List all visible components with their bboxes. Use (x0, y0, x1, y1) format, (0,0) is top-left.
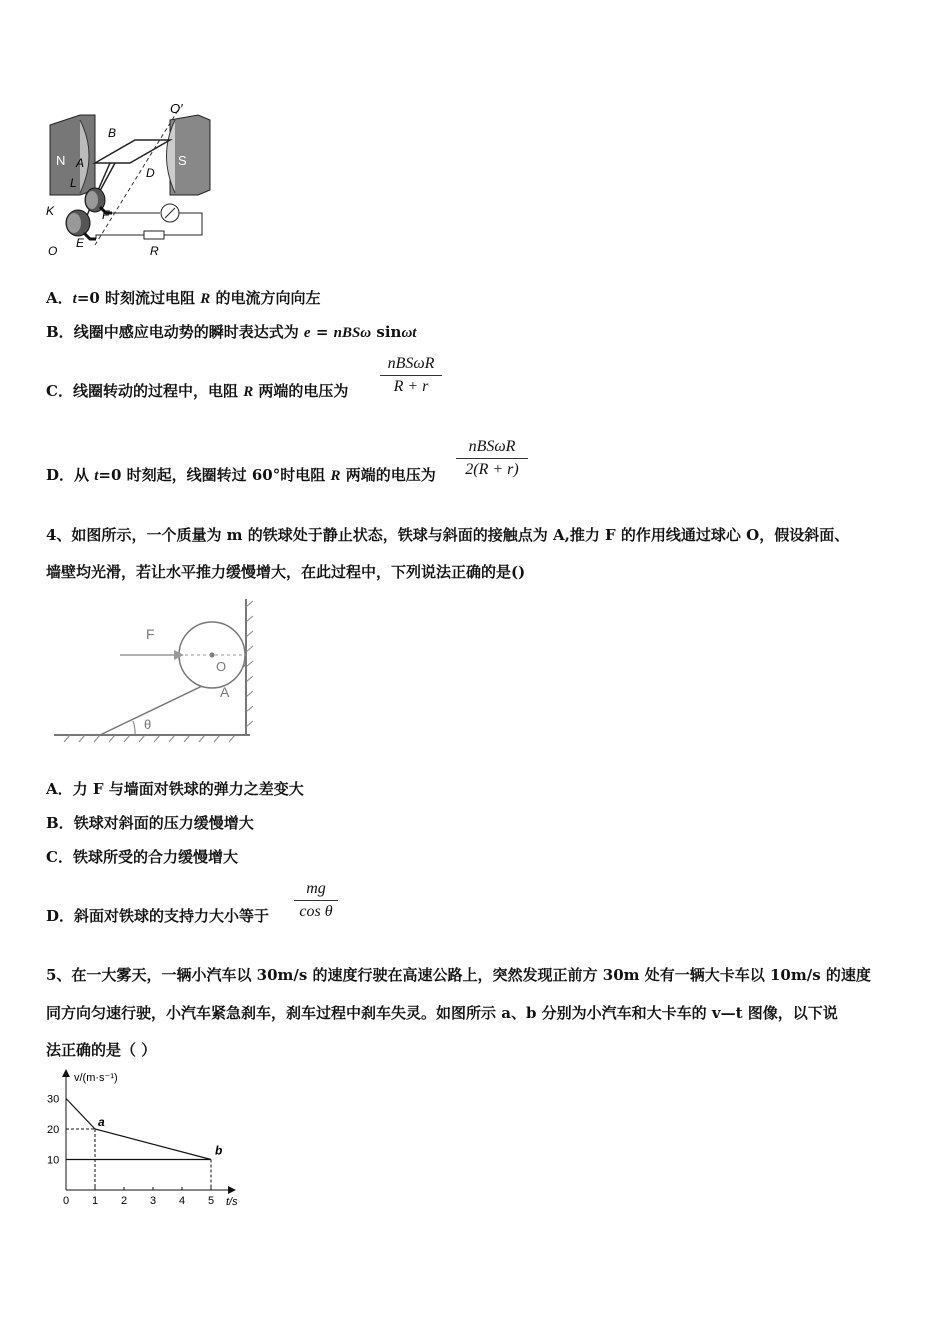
x-axis-arrow (228, 1186, 236, 1194)
vt-chart (40, 1065, 260, 1215)
svg-text:θ: θ (144, 717, 152, 732)
y-axis-label: v/(m·s⁻¹) (74, 1072, 118, 1084)
generator-figure (40, 95, 240, 265)
ball-incline-figure (50, 595, 270, 745)
q4-option-c: C．铁球所受的合力缓慢增大 (46, 848, 238, 866)
label-s: S (178, 153, 187, 168)
svg-text:F: F (102, 208, 110, 222)
svg-text:B: B (108, 126, 117, 140)
x-tick-label: 3 (150, 1195, 157, 1207)
svg-text:A: A (76, 156, 85, 170)
q4-option-a: A．力 F 与墙面对铁球的弹力之差变大 (46, 780, 304, 798)
y-tick-label: 10 (47, 1154, 60, 1167)
svg-text:O: O (48, 244, 58, 258)
svg-text:L: L (70, 176, 77, 190)
svg-text:K: K (46, 204, 55, 218)
svg-text:A: A (220, 684, 230, 700)
q4-d-fraction: mg cos θ (294, 880, 338, 921)
svg-text:D: D (146, 166, 155, 180)
q3-c-fraction: nBSωR R + r (380, 355, 442, 396)
x-tick-label: 2 (121, 1195, 128, 1207)
q5-stem-line3: 法正确的是（ ） (46, 1041, 157, 1059)
q4-stem-line1: 4、如图所示，一个质量为 m 的铁球处于静止状态，铁球与斜面的接触点为 A,推力 F 的作用线通过球心 O，假设斜面、 (46, 526, 850, 544)
q4-option-d: D．斜面对铁球的支持力大小等于 (46, 907, 270, 925)
x-tick-label: 4 (179, 1195, 186, 1207)
x-tick-label: 0 (63, 1195, 70, 1207)
annotation-a: a (98, 1115, 105, 1129)
annotation-b: b (215, 1143, 223, 1158)
x-tick-label: 1 (92, 1195, 99, 1207)
y-tick-label: 30 (47, 1093, 60, 1106)
s-magnet (170, 115, 210, 195)
q5-stem-line2: 同方向匀速行驶，小汽车紧急刹车，刹车过程中刹车失灵。如图所示 a、b 分别为小汽车和大卡车的 v—t 图像，以下说 (46, 1004, 838, 1022)
y-axis-arrow (62, 1069, 70, 1077)
q4-stem-line2: 墙壁均光滑，若让水平推力缓慢增大，在此过程中，下列说法正确的是() (46, 563, 526, 581)
x-tick-label: 5 (208, 1195, 215, 1207)
q3-option-d: D．从 t=0 时刻起，线圈转过 60°时电阻 R 两端的电压为 (46, 466, 436, 484)
coil (95, 140, 170, 163)
q3-option-a: A．t=0 时刻流过电阻 R 的电流方向向左 (46, 289, 321, 307)
x-axis-label: t/s (226, 1196, 238, 1208)
svg-text:O′: O′ (170, 101, 183, 116)
q5-stem-line1: 5、在一大雾天，一辆小汽车以 30m/s 的速度行驶在高速公路上，突然发现正前方 30m 处有一辆大卡车以 10m/s 的速度 (46, 966, 871, 984)
svg-text:F: F (146, 626, 155, 642)
y-tick-label: 20 (47, 1124, 60, 1136)
svg-text:R: R (150, 244, 159, 258)
q3-option-b: B．线圈中感应电动势的瞬时表达式为 e = nBSω sinωt (46, 323, 417, 341)
label-n: N (56, 153, 66, 168)
svg-text:E: E (76, 236, 85, 250)
q4-option-b: B．铁球对斜面的压力缓慢增大 (46, 814, 254, 832)
q3-d-fraction: nBSωR 2(R + r) (456, 438, 528, 479)
svg-text:O: O (216, 659, 227, 674)
q3-option-c: C．线圈转动的过程中，电阻 R 两端的电压为 (46, 382, 349, 400)
